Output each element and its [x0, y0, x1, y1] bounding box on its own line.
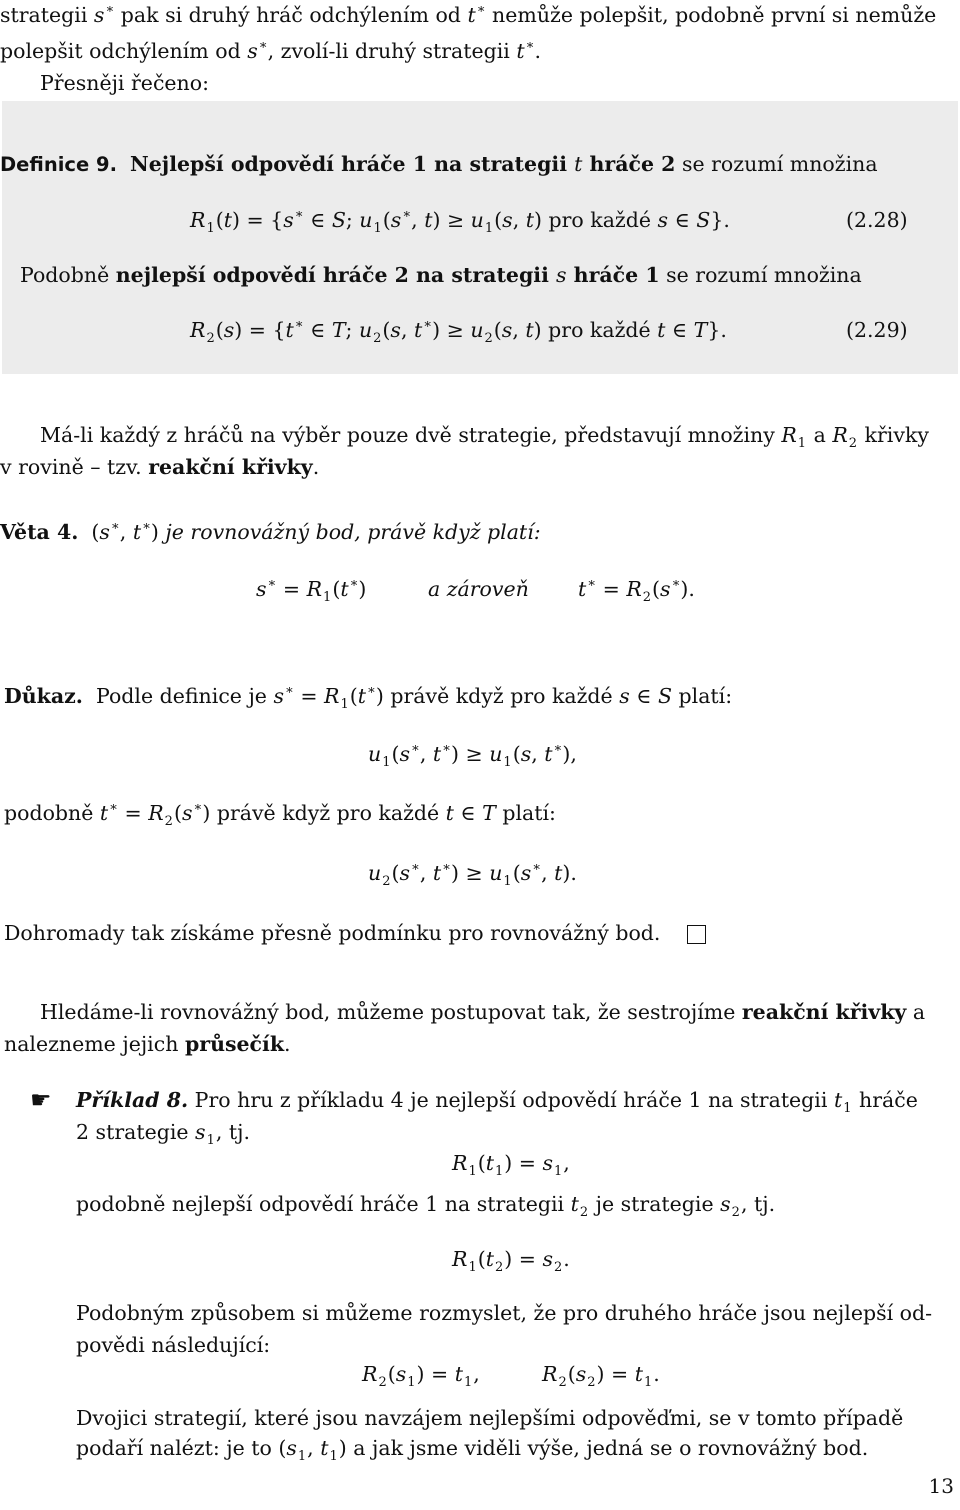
pointing-hand-icon: ☛ [30, 1086, 52, 1114]
text-line: podobně $t^∗ = R_2(s^∗)$ právě když pro každé t ∈ T platí: [4, 800, 556, 829]
text-line: nalezneme jejich průsečík. [4, 1032, 291, 1056]
text-line: strategii s∗ pak si druhý hráč odchýlením od t∗ nemůže polepšit, podobně první si nemůže [0, 2, 937, 27]
equation: $u_1(s^∗$, $t^∗) \ge u_1(s$, t∗), [368, 741, 577, 770]
definition-label: Definice 9. [0, 153, 117, 176]
qed-box [687, 925, 706, 944]
text-line: Dvojici strategií, které jsou navzájem nejlepšími odpověďmi, se v tomto případě [76, 1406, 904, 1430]
equation-text: a zároveň [428, 577, 529, 601]
equation: $R_2(s) = \{t^∗$ ∈ T; $u_2(s$, $t^∗) \ge u_2(s$, t) pro každé t ∈ T}. [190, 317, 727, 346]
equation-number: (2.28) [846, 208, 908, 232]
equation: $u_2(s^∗$, $t^∗) \ge u_1(s^∗$, t). [368, 860, 577, 889]
page-number: 13 [928, 1474, 954, 1498]
theorem-heading: Věta 4. (s∗, t∗) je rovnovážný bod, právě když platí: [0, 519, 541, 544]
text-line: podaří nalézt: je to ($s_1$, $t_1$) a jak jsme viděli výše, jedná se o rovnovážný bod. [76, 1436, 869, 1464]
equation: $R_1(t_2) = s_2$. [452, 1247, 570, 1275]
text-line: Přesněji řečeno: [40, 71, 210, 95]
text-line: Dohromady tak získáme přesně podmínku pro rovnovážný bod. [4, 921, 661, 945]
text-line: v rovině – tzv. reakční křivky. [0, 455, 320, 479]
text-line: podobně nejlepší odpovědí hráče 1 na strategii $t_2$ je strategie $s_2$, tj. [76, 1192, 776, 1220]
text-line: polepšit odchýlením od s∗, zvolí-li druhý strategii t∗. [0, 38, 541, 63]
text-line: Má-li každý z hráčů na výběr pouze dvě strategie, představují množiny $R_1$ a $R_2$ křivky [40, 423, 929, 451]
equation: $R_1(t_1) = s_1$, [452, 1151, 570, 1179]
text-line: 2 strategie $s_1$, tj. [76, 1120, 251, 1148]
equation: $t^∗ = R_2(s^∗)$. [578, 576, 695, 605]
example-label: Příklad 8. [76, 1088, 189, 1112]
theorem-label: Věta 4. [0, 520, 79, 544]
text-line: Hledáme-li rovnovážný bod, můžeme postupovat tak, že sestrojíme reakční křivky a [40, 1000, 926, 1024]
equation: $R_1(t) = \{s^∗$ ∈ S; $u_1(s^∗$, $t) \ge u_1(s$, t) pro každé s ∈ S}. [190, 207, 730, 236]
proof-label: Důkaz. [4, 684, 83, 708]
definition-heading: Definice 9. Nejlepší odpovědí hráče 1 na strategii t hráče 2 se rozumí množina [0, 152, 878, 176]
equation: $R_2(s_2) = t_1$. [542, 1362, 660, 1390]
text-line: Podobným způsobem si můžeme rozmyslet, že pro druhého hráče jsou nejlepší od- [76, 1301, 933, 1325]
example-heading: Příklad 8. Pro hru z příkladu 4 je nejlepší odpovědí hráče 1 na strategii $t_1$ hráče [76, 1088, 918, 1116]
text-line: Podobně nejlepší odpovědí hráče 2 na strategii s hráče 1 se rozumí množina [20, 263, 862, 287]
equation: $s^∗ = R_1(t^∗)$ [256, 576, 367, 605]
proof-line: Důkaz. Podle definice je $s^∗ = R_1(t^∗)$ právě když pro každé s ∈ S platí: [4, 683, 733, 712]
equation-number: (2.29) [846, 318, 908, 342]
equation: $R_2(s_1) = t_1$, [362, 1362, 480, 1390]
text-line: povědi následující: [76, 1333, 271, 1357]
